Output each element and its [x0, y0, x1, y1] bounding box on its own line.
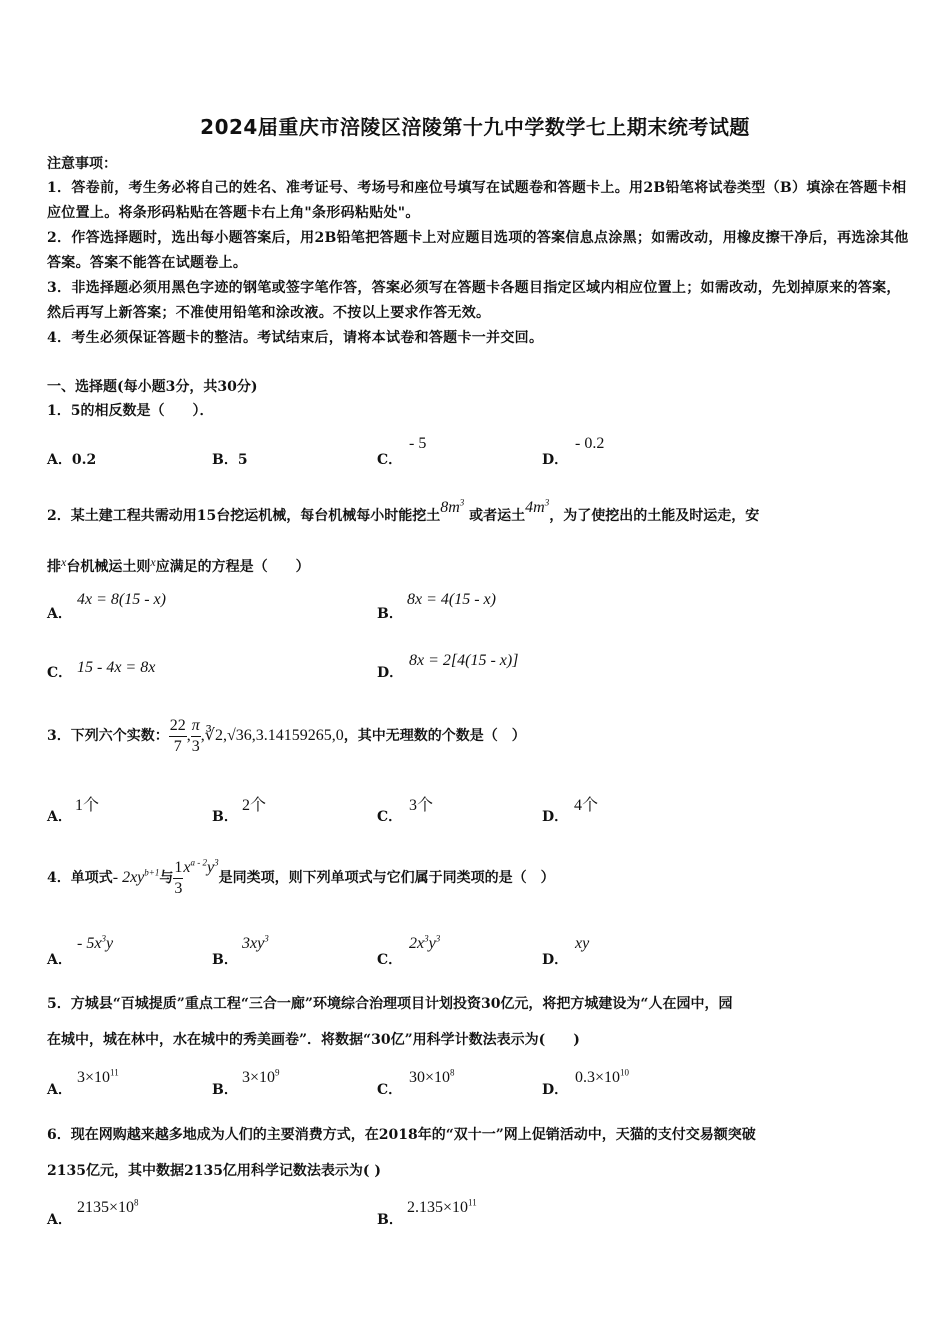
q4-frac-1-3: [173, 858, 183, 899]
question-5-line2: [47, 1029, 909, 1051]
notice-item-1: 1．答卷前，考生务必将自己的姓名、准考证号、考场号和座位号填写在试题卷和答题卡上。用2B铅笔将试卷类型（B）填涂在答题卡相应位置上。将条形码粘贴在答题卡右上角"条形码粘贴处"。: [47, 180, 907, 221]
option-exp: 8: [134, 1197, 139, 1208]
frac-num: 1: [173, 858, 183, 879]
option-value: 8x = 4(15 - x): [407, 591, 496, 608]
q4-monomial-2-x: x: [183, 859, 191, 876]
option-value: - 5: [409, 435, 427, 452]
q4-monomial-1-base: - 2xy: [112, 869, 145, 886]
q2-exp-1: 3: [459, 497, 465, 508]
notice-block: [47, 152, 909, 351]
question-3: [47, 711, 909, 761]
option-value: 2个: [242, 797, 267, 814]
q4-monomial-1: [113, 869, 160, 886]
q3-option-d: [542, 797, 599, 826]
option-value: [242, 935, 269, 953]
q3-option-b: [212, 797, 267, 826]
q4-text-1: 4．单项式: [47, 870, 113, 886]
option-label: D．: [542, 952, 569, 968]
frac-den: 3: [191, 737, 200, 755]
option-exp: 3: [424, 933, 429, 944]
option-base: 3xy: [242, 935, 265, 952]
question-2-line2: [47, 556, 909, 578]
q4-option-d: [542, 935, 590, 969]
q6-line-2: 2135亿元，其中数据2135亿用科学记数法表示为( ): [47, 1163, 382, 1179]
q3-text-1: 3．下列六个实数：: [47, 728, 169, 744]
q2-option-b: [377, 591, 496, 623]
frac-num: 22: [169, 716, 187, 737]
option-base: 3×10: [77, 1069, 111, 1086]
option-value: 4x = 8(15 - x): [77, 591, 166, 608]
notice-heading: 注意事项：: [47, 156, 117, 172]
q4-option-a: [47, 933, 114, 969]
option-value: [242, 1069, 280, 1087]
q3-frac-pi-3: [191, 716, 201, 757]
q3-option-c: [377, 797, 434, 826]
q3-comma: ,: [186, 727, 191, 744]
option-exp: 3: [101, 933, 106, 944]
q2-option-a: [47, 591, 166, 623]
page-title: 2024届重庆市涪陵区涪陵第十九中学数学七上期末统考试题: [200, 115, 750, 139]
q2-option-c: [47, 659, 156, 682]
option-label: A．: [47, 1212, 72, 1228]
option-value: 4个: [574, 797, 599, 814]
option-base: - 5x: [77, 935, 102, 952]
q4-monomial-2-exp-a: a - 2: [190, 857, 207, 868]
option-exp: 11: [110, 1067, 119, 1078]
option-value: [409, 935, 440, 953]
option-label: B．: [377, 1212, 403, 1228]
option-label: A．: [47, 1082, 72, 1098]
option-tail: y: [105, 935, 114, 952]
q3-option-a: [47, 797, 100, 826]
q4-text-2: 与: [159, 870, 174, 886]
option-tail-exp: 3: [435, 933, 441, 944]
option-value: 0.2: [71, 452, 97, 468]
option-value: 15 - 4x = 8x: [77, 659, 156, 676]
option-label: A．: [47, 952, 72, 968]
q3-numbers: ,∛2,√36,3.14159265,0: [200, 727, 344, 744]
option-label: B．: [377, 606, 403, 622]
option-exp: 11: [468, 1197, 477, 1208]
option-base: 30×10: [409, 1069, 451, 1086]
section-heading: 一、选择题(每小题3分，共30分): [47, 379, 258, 395]
q5-line-2: 在城中，城在林中，水在城中的秀美画卷”．将数据“30亿”用科学计数法表示为( ): [47, 1032, 580, 1048]
q1-option-d: [542, 435, 605, 469]
q4-option-c: [377, 933, 441, 969]
frac-num: π: [191, 716, 201, 737]
option-base: xy: [575, 935, 590, 952]
option-value: 3个: [409, 797, 434, 814]
q6-line-1: 6．现在网购越来越多地成为人们的主要消费方式，在2018年的“双十一”网上促销活动中，天猫的支付交易额突破: [47, 1127, 756, 1143]
option-label: C．: [377, 952, 403, 968]
q2-text-1: 2．某土建工程共需动用15台挖运机械，每台机械每小时能挖土: [47, 508, 441, 524]
option-value: 8x = 2[4(15 - x)]: [409, 652, 519, 669]
option-label: A．: [47, 606, 72, 622]
option-label: A．: [47, 452, 72, 468]
q2-option-d: [377, 652, 519, 682]
option-exp: 10: [620, 1067, 630, 1078]
q4-text-3: 是同类项，则下列单项式与它们属于同类项的是（ ）: [218, 870, 555, 886]
q1-option-b: [212, 449, 248, 469]
option-value: [575, 1069, 629, 1087]
option-base: 0.3×10: [575, 1069, 621, 1086]
question-1-stem: 1．5的相反数是（ ）．: [47, 403, 214, 419]
option-value: 5: [237, 452, 248, 468]
q2-text-4: 排: [47, 559, 61, 575]
option-label: B．: [212, 1082, 238, 1098]
option-label: B．: [212, 452, 238, 468]
option-label: D．: [542, 1082, 569, 1098]
option-value: [77, 935, 113, 953]
option-exp: 8: [450, 1067, 455, 1078]
option-base: 2.135×10: [407, 1199, 469, 1216]
option-label: D．: [542, 452, 569, 468]
option-base: 3×10: [242, 1069, 276, 1086]
option-value: [77, 1199, 139, 1217]
q2-math-8m3: [440, 499, 464, 516]
option-label: D．: [542, 809, 569, 825]
q2-math-4m: 4m: [525, 499, 545, 516]
question-1: [47, 400, 909, 422]
q2-text-5: 台机械运土则: [66, 559, 151, 575]
q2-text-2: 或者运土: [469, 508, 526, 524]
question-6-line2: [47, 1160, 909, 1182]
q4-monomial-2: [183, 859, 218, 876]
option-label: C．: [377, 452, 403, 468]
option-exp: 9: [275, 1067, 280, 1078]
option-value: [407, 1199, 477, 1217]
option-label: B．: [212, 809, 238, 825]
option-label: C．: [377, 809, 403, 825]
option-exp: 3: [264, 933, 269, 944]
q2-text-6: 应满足的方程是（ ）: [155, 559, 310, 575]
option-value: [409, 1069, 455, 1087]
option-value: [77, 1069, 119, 1087]
option-tail: y: [428, 935, 436, 952]
option-value: 1个: [75, 797, 100, 814]
q3-frac-22-7: [169, 716, 187, 757]
q2-text-3: ，为了使挖出的土能及时运走，安: [549, 508, 760, 524]
q2-math-4m3: [525, 499, 549, 516]
q3-text-2: ，其中无理数的个数是（ ）: [343, 728, 526, 744]
option-label: A．: [47, 809, 72, 825]
option-label: D．: [377, 665, 404, 681]
option-label: C．: [47, 665, 73, 681]
option-label: C．: [377, 1082, 403, 1098]
option-label: B．: [212, 952, 238, 968]
option-value: [575, 935, 589, 953]
q2-math-8m: 8m: [440, 499, 460, 516]
notice-item-2: 2．作答选择题时，选出每小题答案后，用2B铅笔把答题卡上对应题目选项的答案信息点涂黑；如需改动，用橡皮擦干净后，再选涂其他答案。答案不能答在试题卷上。: [47, 230, 909, 271]
frac-den: 7: [173, 737, 182, 755]
notice-item-3: 3．非选择题必须用黑色字迹的钢笔或签字笔作答，答案必须写在答题卡各题目指定区域内相应位置上；如需改动，先划掉原来的答案，然后再写上新答案；不准使用铅笔和涂改液。不按以上要求作答无效。: [47, 280, 901, 321]
q2-var-x-1: x: [61, 555, 67, 569]
q2-exp-2: 3: [544, 497, 550, 508]
q1-option-a: [47, 449, 96, 469]
notice-item-4: 4．考生必须保证答题卡的整洁。考试结束后，请将本试卷和答题卡一并交回。: [47, 330, 544, 346]
q1-option-c: [377, 435, 427, 469]
q5-line-1: 5．方城县“百城提质”重点工程“三合一廊”环境综合治理项目计划投资30亿元，将把方城建设为“人在园中，园: [47, 996, 733, 1012]
frac-den: 3: [174, 879, 183, 897]
q4-monomial-1-exp: b+1: [144, 867, 160, 878]
option-base: 2x: [409, 935, 425, 952]
q4-option-b: [212, 933, 269, 969]
question-2: [47, 497, 909, 527]
question-4: [47, 853, 909, 903]
option-base: 2135×10: [77, 1199, 135, 1216]
question-6: [47, 1124, 909, 1146]
question-5: [47, 993, 909, 1015]
q4-monomial-2-exp-b: 3: [214, 857, 219, 868]
q2-var-x-2: x: [150, 555, 156, 569]
option-value: - 0.2: [575, 435, 605, 452]
q4-monomial-2-y: y: [206, 859, 215, 876]
